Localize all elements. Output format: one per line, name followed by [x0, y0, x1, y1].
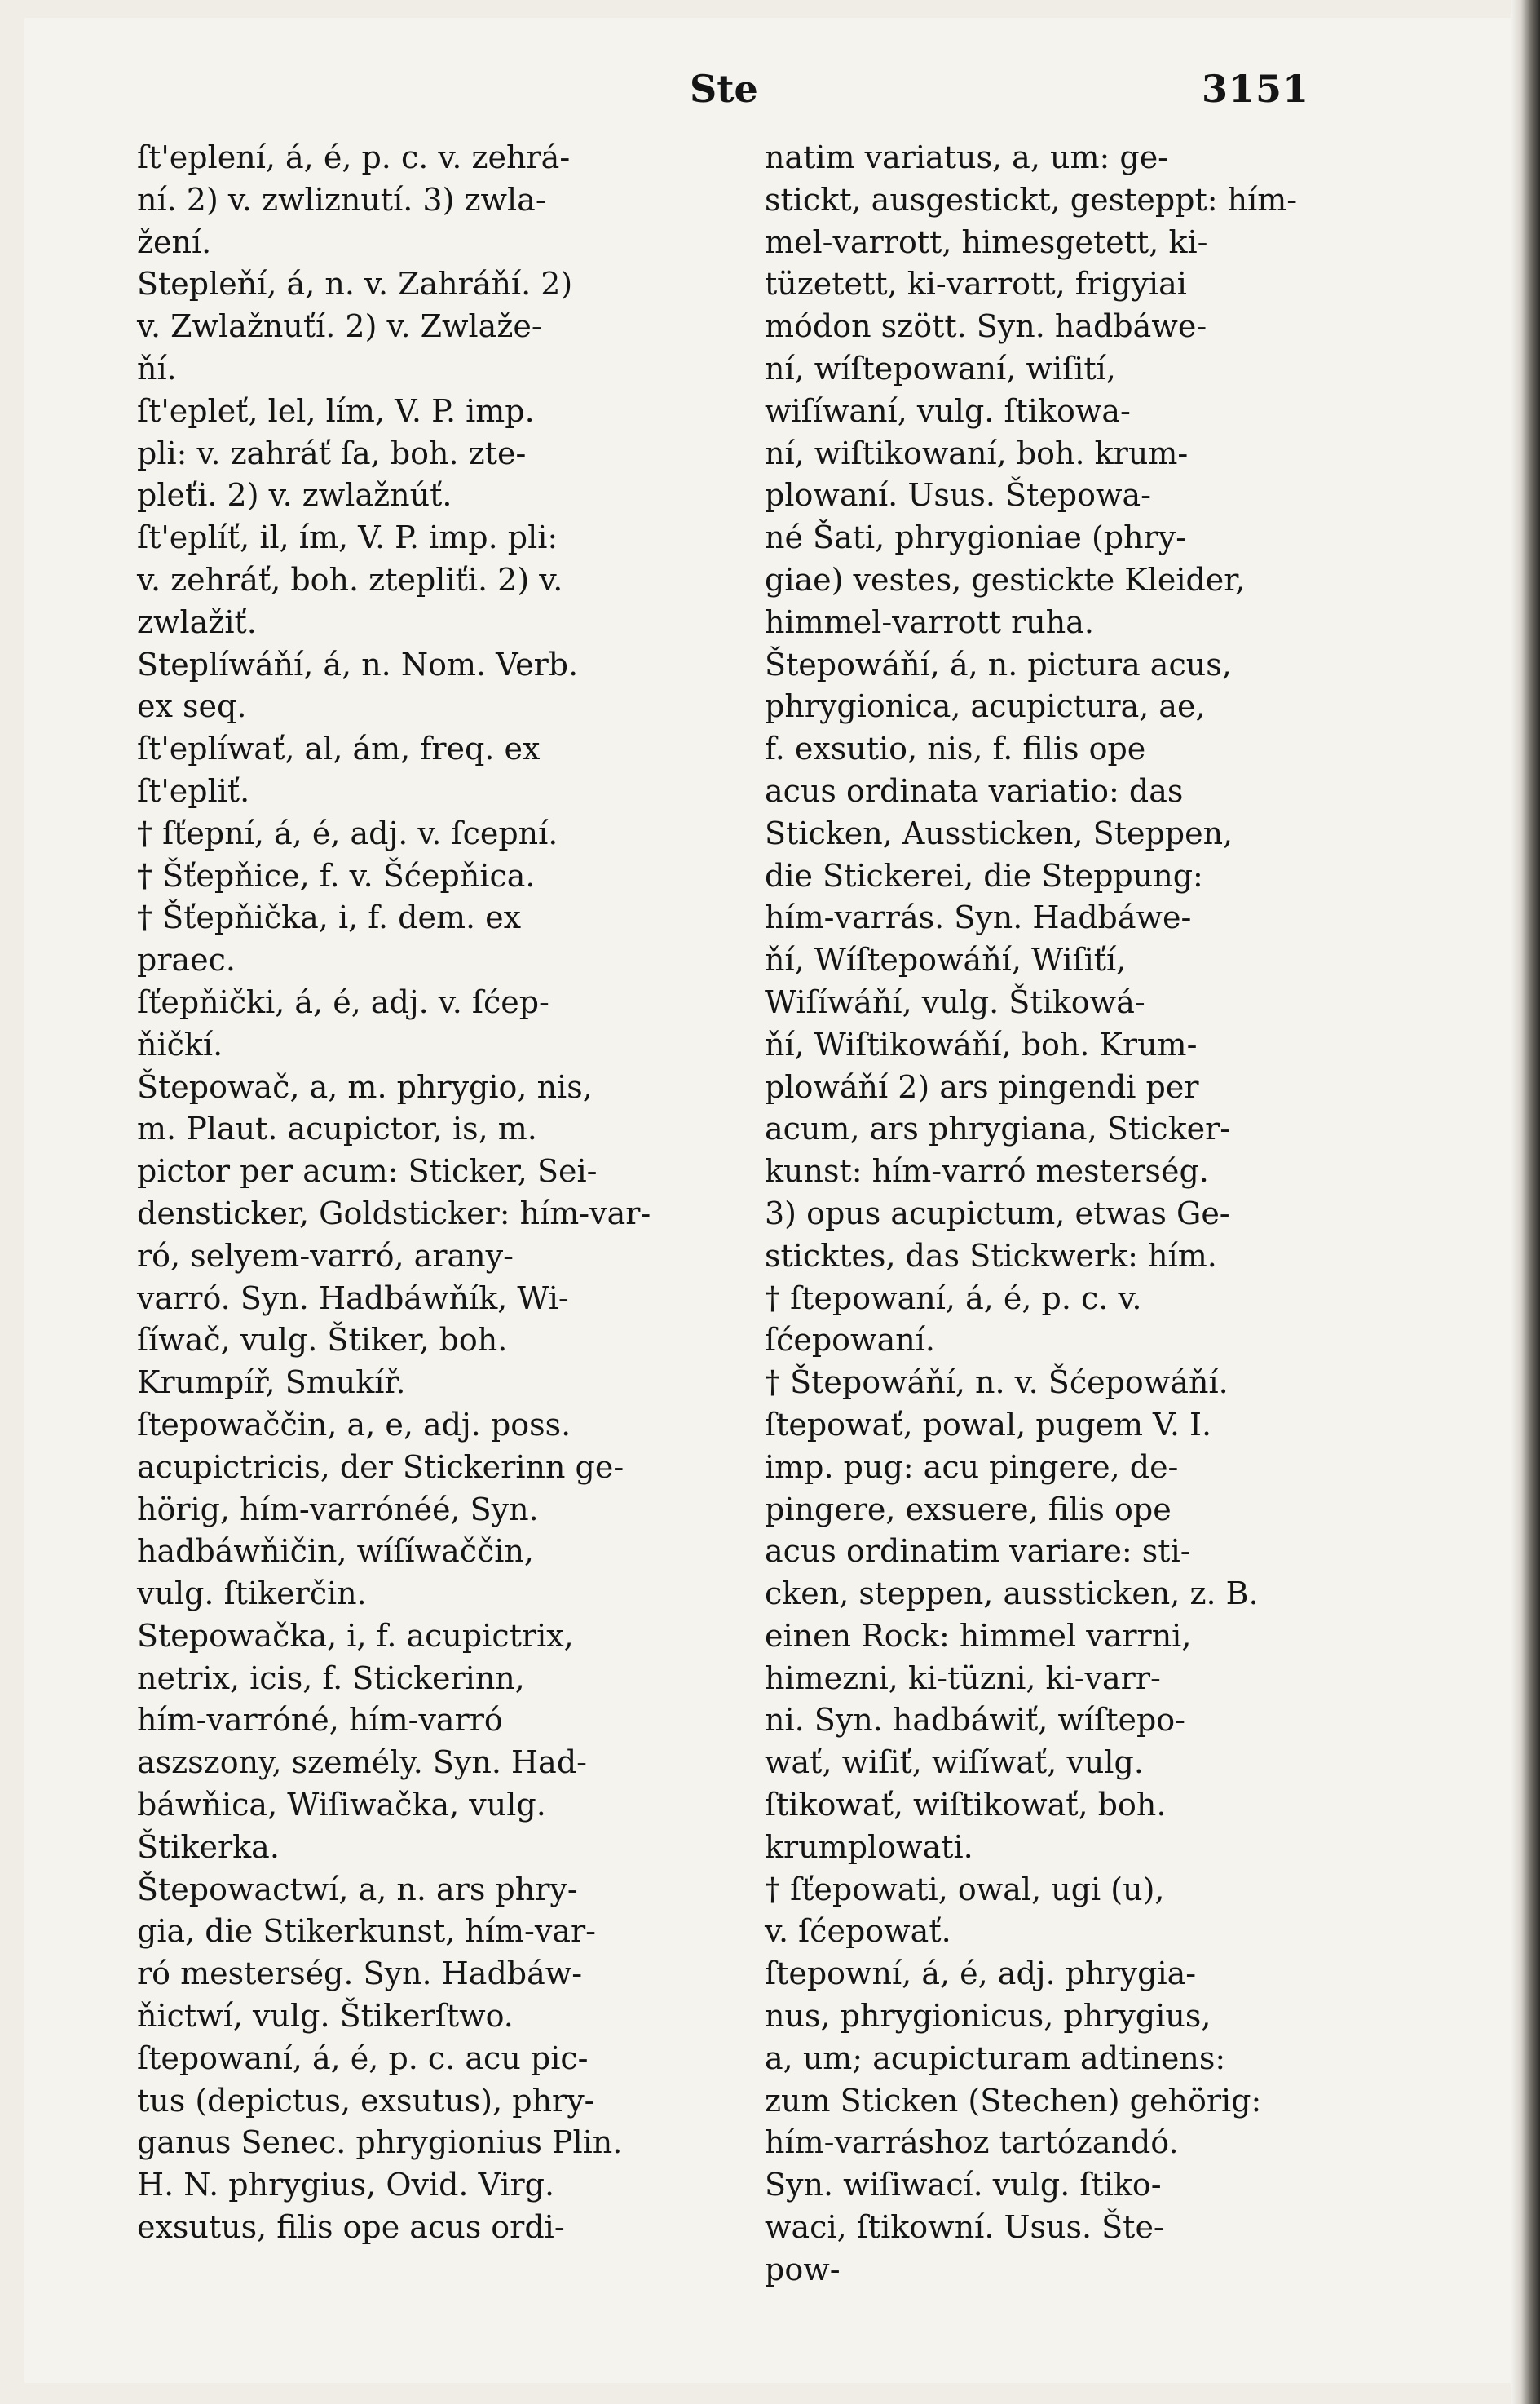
text-line: ſíwač, vulg. Štiker, boh. — [137, 1322, 508, 1359]
text-line: ſťepňički, á, é, adj. v. ſćep- — [137, 983, 549, 1020]
text-line: ňí, Wíſtepowáňí, Wiſiťí, — [765, 942, 1127, 979]
text-line: himezni, ki-tüzni, ki-varr- — [765, 1659, 1161, 1696]
text-line: ňictwí, vulg. Štikerſtwo. — [137, 1998, 514, 2035]
text-line: báwňica, Wiſiwačka, vulg. — [137, 1787, 546, 1823]
text-line: hím-varráshoz tartózandó. — [765, 2124, 1179, 2161]
text-line: kunst: hím-varró mesterség. — [765, 1153, 1209, 1190]
text-line: plowáňí 2) ars pingendi per — [765, 1068, 1199, 1105]
text-line: wiſíwaní, vulg. ſtikowa- — [765, 392, 1131, 429]
text-line: ſt'epleť, lel, lím, V. P. imp. — [137, 392, 535, 429]
text-line: ſtepowaní, á, é, p. c. acu pic- — [137, 2039, 589, 2076]
text-line: plowaní. Usus. Štepowa- — [765, 477, 1151, 514]
text-line: nus, phrygionicus, phrygius, — [765, 1998, 1211, 2035]
text-line: Steplíwáňí, á, n. Nom. Verb. — [137, 646, 579, 683]
text-line: v. zehráť, boh. ztepliťi. 2) v. — [137, 561, 563, 598]
text-line: acum, ars phrygiana, Sticker- — [765, 1111, 1231, 1147]
text-line: Syn. wiſiwací. vulg. ſtiko- — [765, 2167, 1162, 2203]
text-line: mel-varrott, himesgetett, ki- — [765, 223, 1208, 260]
text-line: ſtepowní, á, é, adj. phrygia- — [765, 1955, 1197, 1992]
running-head: Ste — [690, 67, 758, 111]
text-line: ſt'eplíwať, al, ám, freq. ex — [137, 731, 541, 767]
text-line: hím-varrás. Syn. Hadbáwe- — [765, 899, 1192, 936]
text-line: v. ſćepowať. — [765, 1913, 951, 1950]
text-line: H. N. phrygius, Ovid. Virg. — [137, 2167, 555, 2203]
text-line: Stepowačka, i, f. acupictrix, — [137, 1617, 574, 1654]
text-line: ſt'eplení, á, é, p. c. v. zehrá- — [137, 139, 571, 175]
text-line: gia, die Stikerkunst, hím-var- — [137, 1913, 597, 1950]
text-line: † Šťepňice, f. v. Šćepňica. — [137, 857, 536, 894]
text-line: die Stickerei, die Steppung: — [765, 857, 1203, 894]
text-line: acupictricis, der Stickerinn ge- — [137, 1448, 624, 1485]
text-line: ganus Senec. phrygionius Plin. — [137, 2124, 623, 2161]
text-line: imp. pug: acu pingere, de- — [765, 1448, 1179, 1485]
text-line: módon szött. Syn. hadbáwe- — [765, 308, 1207, 345]
text-line: phrygionica, acupictura, ae, — [765, 688, 1206, 725]
text-line: ňí, Wiſtikowáňí, boh. Krum- — [765, 1026, 1198, 1063]
text-line: zum Sticken (Stechen) gehörig: — [765, 2082, 1262, 2119]
text-line: Krumpíř, Smukíř. — [137, 1364, 406, 1401]
text-line: giae) vestes, gestickte Kleider, — [765, 561, 1246, 598]
text-line: Wiſíwáňí, vulg. Štikowá- — [765, 983, 1145, 1020]
text-line: himmel-varrott ruha. — [765, 603, 1094, 640]
text-line: einen Rock: himmel varrni, — [765, 1617, 1192, 1654]
text-line: tus (depictus, exsutus), phry- — [137, 2082, 595, 2119]
text-line: Štepowáňí, á, n. pictura acus, — [765, 646, 1232, 683]
text-line: acus ordinatim variare: sti- — [765, 1533, 1191, 1570]
text-line: né Šati, phrygioniae (phry- — [765, 519, 1187, 556]
text-line: varró. Syn. Hadbáwňík, Wi- — [137, 1279, 569, 1316]
text-line: ſt'eplíť, il, ím, V. P. imp. pli: — [137, 519, 558, 556]
text-line: † ſťepowati, owal, ugi (u), — [765, 1871, 1165, 1907]
text-line: krumplowati. — [765, 1828, 973, 1865]
text-line: † Štepowáňí, n. v. Šćepowáňí. — [765, 1364, 1229, 1401]
text-line: pli: v. zahráť ſa, boh. zte- — [137, 435, 527, 471]
text-line: hím-varróné, hím-varró — [137, 1702, 503, 1739]
text-line: f. exsutio, nis, f. filis ope — [765, 731, 1146, 767]
text-line: ňičkí. — [137, 1026, 223, 1063]
text-line: ſtikowať, wiſtikowať, boh. — [765, 1787, 1167, 1823]
text-line: Štepowactwí, a, n. ars phry- — [137, 1871, 578, 1907]
text-line: ní. 2) v. zwliznutí. 3) zwla- — [137, 181, 546, 218]
text-line: netrix, icis, f. Stickerinn, — [137, 1659, 525, 1696]
page-number: 3151 — [1202, 67, 1310, 111]
text-line: hörig, hím-varrónéé, Syn. — [137, 1491, 539, 1527]
text-line: ró, selyem-varró, arany- — [137, 1237, 514, 1274]
text-line: sticktes, das Stickwerk: hím. — [765, 1237, 1217, 1274]
text-line: aszszony, személy. Syn. Had- — [137, 1744, 587, 1781]
text-line: tüzetett, ki-varrott, frigyiai — [765, 266, 1187, 303]
text-line: densticker, Goldsticker: hím-var- — [137, 1195, 651, 1231]
text-line: ſtepowať, powal, pugem V. I. — [765, 1406, 1212, 1443]
text-line: pictor per acum: Sticker, Sei- — [137, 1153, 598, 1190]
text-line: m. Plaut. acupictor, is, m. — [137, 1111, 537, 1147]
text-line: † ſtepowaní, á, é, p. c. v. — [765, 1279, 1142, 1316]
text-line: † ſťepní, á, é, adj. v. ſcepní. — [137, 815, 558, 851]
text-line: v. Zwlažnuťí. 2) v. Zwlaže- — [137, 308, 542, 345]
text-line: ſćepowaní. — [765, 1322, 935, 1359]
text-line: hadbáwňičin, wíſíwaččin, — [137, 1533, 535, 1570]
text-line: waci, ſtikowní. Usus. Šte- — [765, 2209, 1164, 2246]
text-line: ňí. — [137, 350, 177, 387]
text-line: ſtepowaččin, a, e, adj. poss. — [137, 1406, 571, 1443]
text-line: ni. Syn. hadbáwiť, wíſtepo- — [765, 1702, 1186, 1739]
text-line: Stepleňí, á, n. v. Zahráňí. 2) — [137, 266, 573, 303]
text-line: Sticken, Aussticken, Steppen, — [765, 815, 1233, 851]
text-line: Štikerka. — [137, 1828, 280, 1865]
left-column — [137, 137, 757, 2249]
text-line: a, um; acupicturam adtinens: — [765, 2039, 1226, 2076]
text-line: ní, wíſtepowaní, wiſití, — [765, 350, 1116, 387]
text-line: wať, wiſiť, wiſíwať, vulg. — [765, 1744, 1144, 1781]
right-column — [765, 137, 1482, 2291]
text-line: acus ordinata variatio: das — [765, 772, 1184, 809]
text-line: pleťi. 2) v. zwlažnúť. — [137, 477, 452, 514]
text-line: vulg. ſtikerčin. — [137, 1575, 367, 1612]
text-line: stickt, ausgestickt, gesteppt: hím- — [765, 181, 1298, 218]
text-line: žení. — [137, 223, 212, 260]
page-edge-shadow — [1511, 0, 1540, 2404]
text-line: pingere, exsuere, filis ope — [765, 1491, 1172, 1527]
text-line: natim variatus, a, um: ge- — [765, 139, 1169, 175]
text-line: ſt'epliť. — [137, 772, 250, 809]
text-line: exsutus, filis ope acus ordi- — [137, 2209, 565, 2246]
text-line: praec. — [137, 942, 236, 979]
text-line: cken, steppen, aussticken, z. B. — [765, 1575, 1259, 1612]
text-line: zwlažiť. — [137, 603, 257, 640]
text-line: ró mesterség. Syn. Hadbáw- — [137, 1955, 583, 1992]
text-line: Štepowač, a, m. phrygio, nis, — [137, 1068, 593, 1105]
text-line: ní, wiſtikowaní, boh. krum- — [765, 435, 1189, 471]
text-line: ex seq. — [137, 688, 247, 725]
text-line: 3) opus acupictum, etwas Ge- — [765, 1195, 1230, 1231]
text-line: † Šťepňička, i, f. dem. ex — [137, 899, 522, 936]
text-line: pow- — [765, 2251, 841, 2287]
